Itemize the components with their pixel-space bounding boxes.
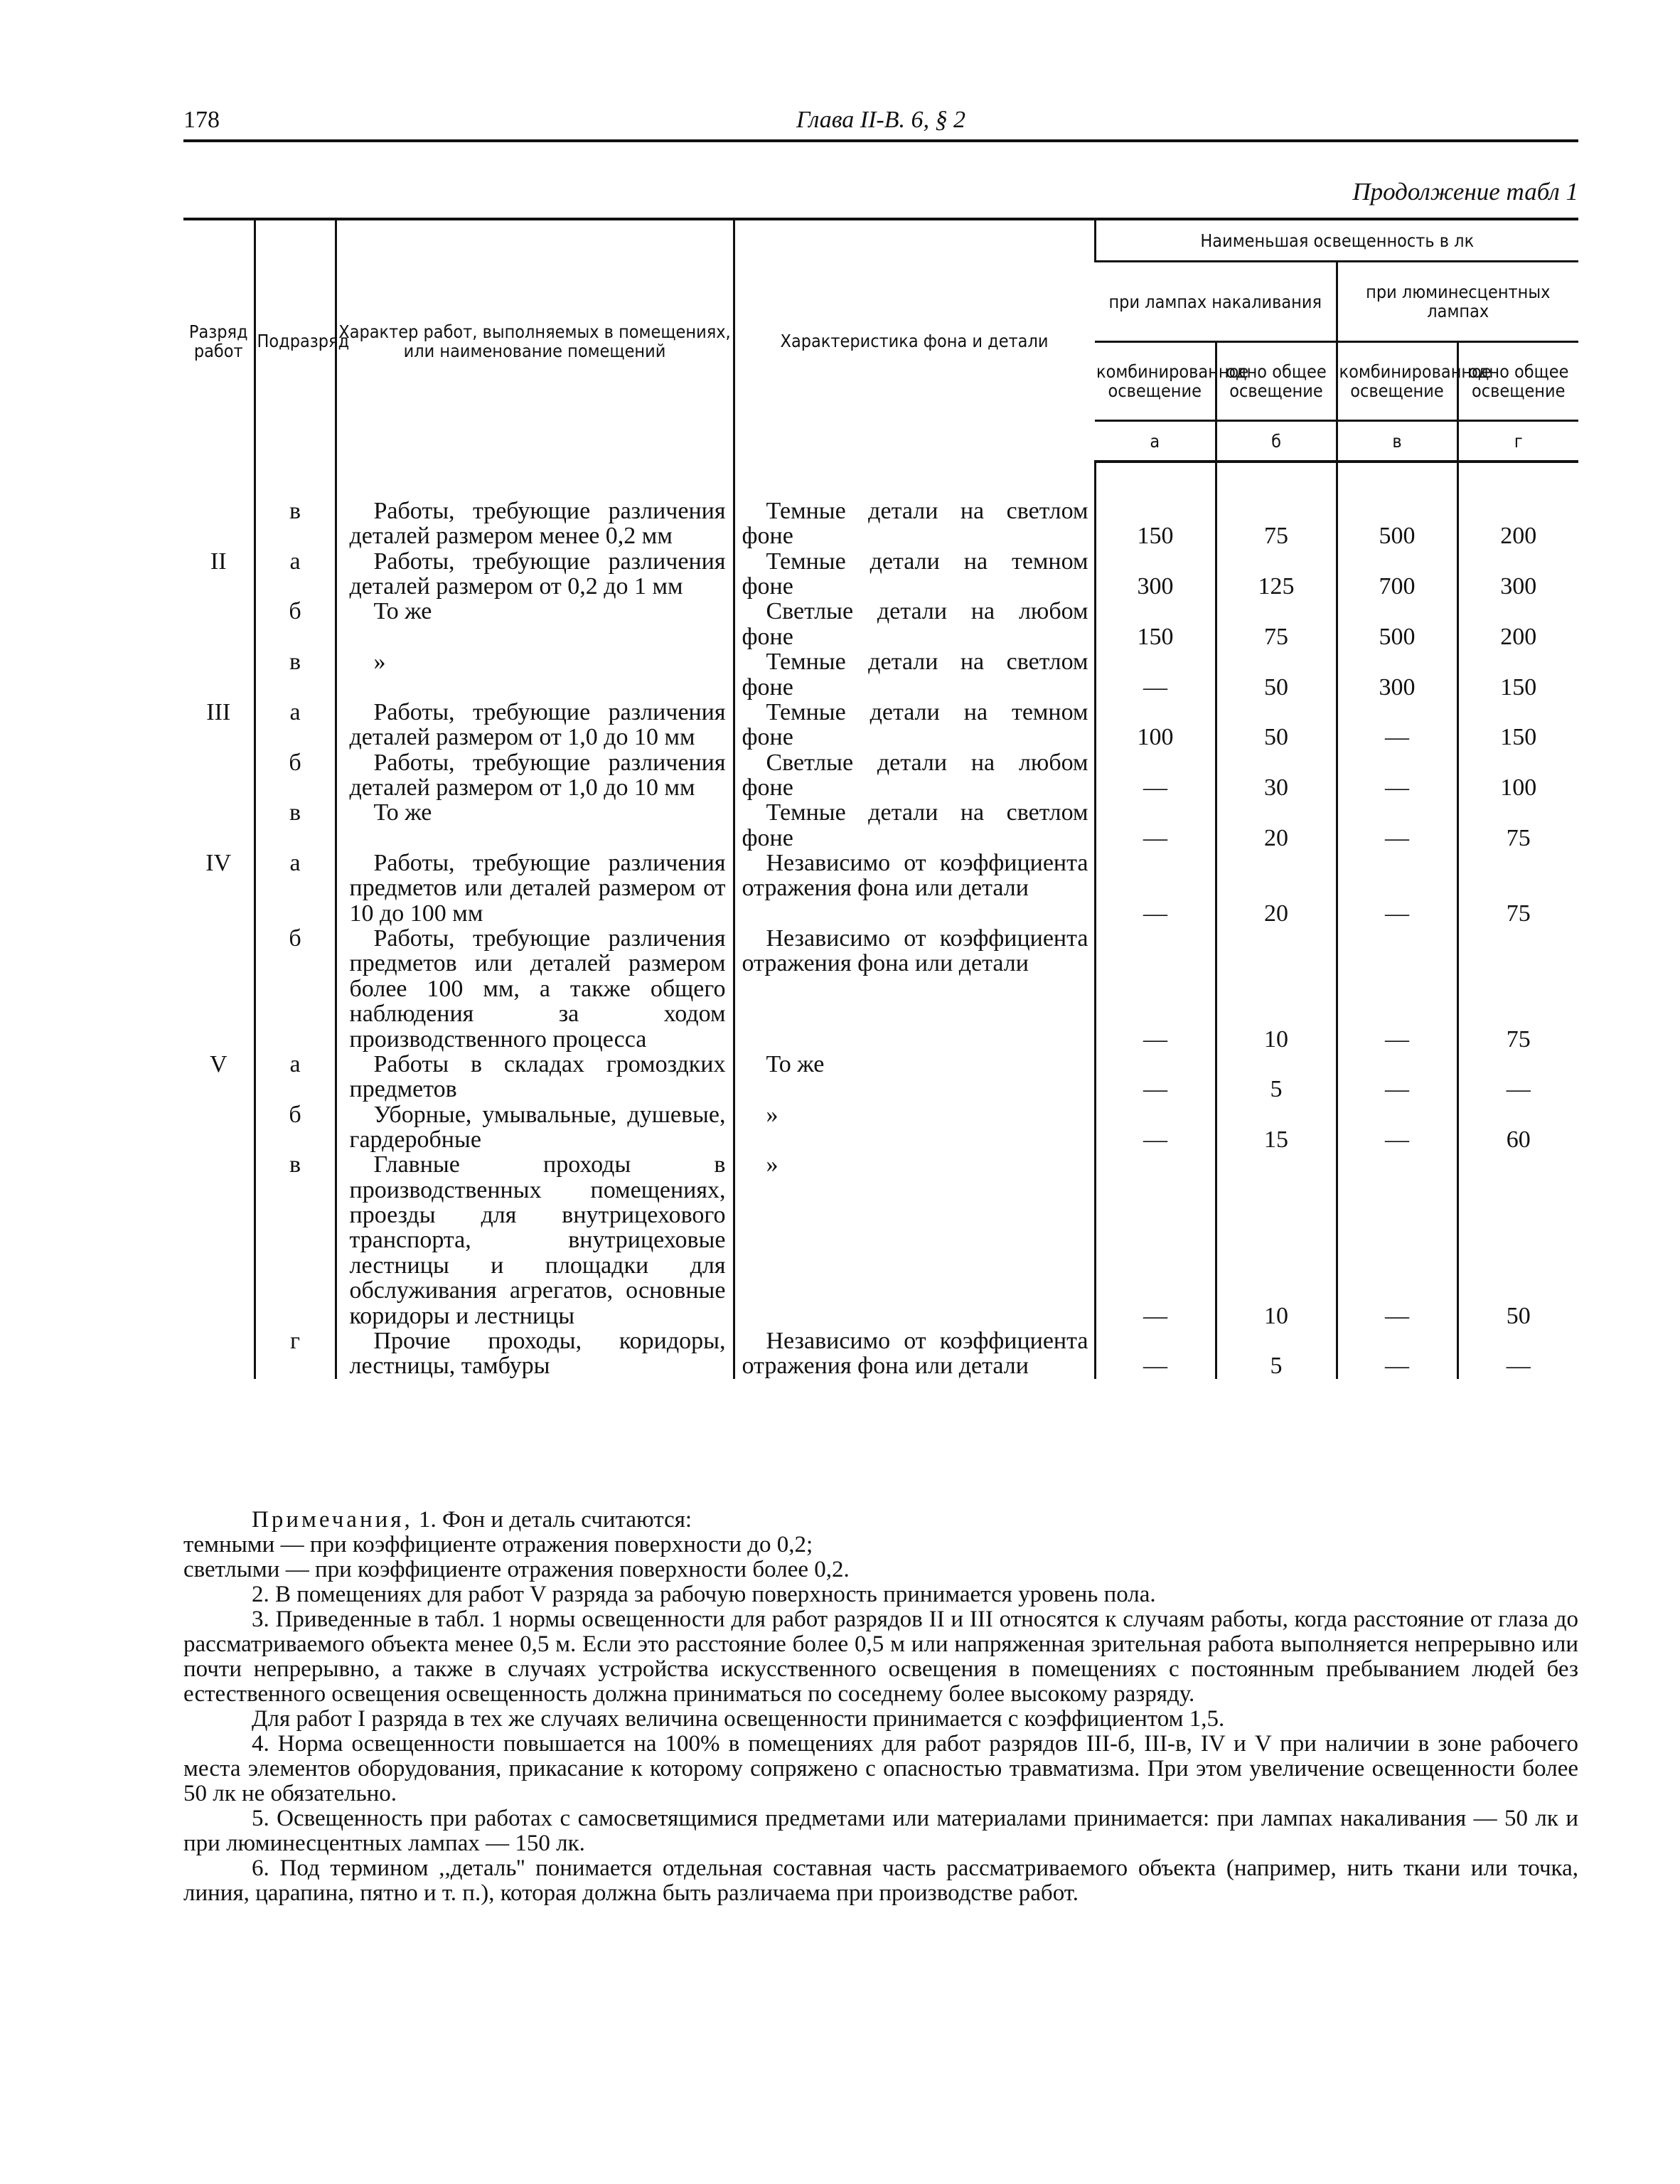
razryad-cell: [183, 750, 255, 801]
note-4: 4. Норма освещенности повышается на 100% в помещениях для работ разрядов III-б, III-в, IV и V при наличии в зоне рабочего места элементов оборудования, прикасание к которому сопряжено с опасностью травматизма. При этом увеличение освещенности более 50 лк не обязательно.: [183, 1730, 1578, 1806]
note-2: 2. В помещениях для работ V разряда за рабочую поверхность принимается уровень пола.: [252, 1581, 1156, 1607]
lux-fluorescent-combined: 500: [1337, 462, 1457, 549]
work-description: Уборные, умывальные, душевые, гардеробные: [336, 1102, 734, 1153]
background-description: Светлые детали на любом фоне: [734, 599, 1095, 649]
lux-fluorescent-general: 100: [1457, 750, 1578, 801]
podrazryad-cell: б: [255, 599, 336, 649]
podrazryad-cell: а: [255, 700, 336, 750]
illumination-norms-table: [183, 218, 1578, 1379]
podrazryad-cell: г: [255, 1328, 336, 1379]
podrazryad-cell: в: [255, 462, 336, 549]
note-5: 5. Освещенность при работах с самосветящимися предметами или материалами принимается: при лампах накаливания — 50 лк и при люминесцентных лампах — 150 лк.: [183, 1805, 1578, 1856]
header-letter-a: а: [1095, 421, 1216, 462]
podrazryad-cell: в: [255, 800, 336, 851]
lux-fluorescent-general: 60: [1457, 1102, 1578, 1153]
header-background: Характеристика фона и детали: [734, 219, 1095, 462]
table-row: [183, 549, 1578, 600]
notes-section: [183, 1508, 1578, 1906]
background-description: Темные детали на светлом фоне: [734, 800, 1095, 851]
table-row: [183, 599, 1578, 649]
table-row: [183, 750, 1578, 801]
podrazryad-cell: б: [255, 926, 336, 1052]
lux-fluorescent-combined: —: [1337, 1152, 1457, 1328]
lux-incandescent-combined: 150: [1095, 462, 1216, 549]
note-1-text: 1. Фон и деталь считаются:: [418, 1507, 692, 1533]
lux-fluorescent-general: 75: [1457, 851, 1578, 926]
header-podrazryad: Подразряд: [255, 219, 336, 462]
lux-incandescent-combined: —: [1095, 851, 1216, 926]
razryad-cell: [183, 926, 255, 1052]
background-description: Независимо от коэффициента отражения фона или детали: [734, 1328, 1095, 1379]
razryad-cell: [183, 1152, 255, 1328]
background-description: »: [734, 1152, 1095, 1328]
header-fluorescent-general: одно общее освещение: [1457, 342, 1578, 421]
lux-fluorescent-combined: —: [1337, 1102, 1457, 1153]
table-row: [183, 700, 1578, 750]
lux-incandescent-general: 50: [1216, 700, 1337, 750]
lux-fluorescent-general: 75: [1457, 800, 1578, 851]
background-description: Светлые детали на любом фоне: [734, 750, 1095, 801]
lux-fluorescent-general: 75: [1457, 926, 1578, 1052]
lux-incandescent-combined: —: [1095, 1328, 1216, 1379]
lux-fluorescent-combined: 700: [1337, 549, 1457, 600]
lux-fluorescent-general: 200: [1457, 462, 1578, 549]
header-letter-b: б: [1216, 421, 1337, 462]
work-description: Работы, требующие различения предметов или деталей размером более 100 мм, а также общего наблюдения за ходом производственного процесса: [336, 926, 734, 1052]
lux-incandescent-combined: —: [1095, 750, 1216, 801]
lux-fluorescent-general: —: [1457, 1052, 1578, 1102]
work-description: Прочие проходы, коридоры, лестницы, тамбуры: [336, 1328, 734, 1379]
lux-incandescent-general: 20: [1216, 800, 1337, 851]
lux-incandescent-general: 5: [1216, 1328, 1337, 1379]
background-description: Темные детали на темном фоне: [734, 549, 1095, 600]
razryad-cell: [183, 800, 255, 851]
podrazryad-cell: в: [255, 1152, 336, 1328]
lux-fluorescent-general: 300: [1457, 549, 1578, 600]
lux-incandescent-general: 50: [1216, 649, 1337, 700]
razryad-cell: V: [209, 1050, 228, 1077]
lux-fluorescent-combined: —: [1337, 700, 1457, 750]
table-body: [183, 462, 1578, 1379]
note-1-light: светлыми — при коэффициенте отражения поверхности более 0,2.: [183, 1556, 850, 1582]
note-1: [183, 1508, 1578, 1533]
lux-incandescent-combined: —: [1095, 1152, 1216, 1328]
note-6: 6. Под термином ,,деталь'' понимается отдельная составная часть рассматриваемого объекта (например, нить ткани или точка, линия, царапина, пятно и т. п.), которая должна быть различаема при производстве работ.: [183, 1855, 1578, 1906]
running-header: [183, 107, 1578, 142]
lux-incandescent-general: 10: [1216, 1152, 1337, 1328]
header-fluorescent: при люминесцентных лампах: [1337, 262, 1578, 342]
lux-incandescent-combined: 300: [1095, 549, 1216, 600]
podrazryad-cell: в: [255, 649, 336, 700]
header-letter-g: г: [1457, 421, 1578, 462]
podrazryad-cell: б: [255, 750, 336, 801]
header-incandescent-combined: комбинированное освещение: [1095, 342, 1216, 421]
work-description: Работы, требующие различения деталей размером менее 0,2 мм: [336, 462, 734, 549]
work-description: То же: [336, 800, 734, 851]
razryad-cell: [183, 1102, 255, 1153]
table-row: [183, 800, 1578, 851]
work-description: Работы, требующие различения деталей размером от 0,2 до 1 мм: [336, 549, 734, 600]
lux-incandescent-general: 75: [1216, 599, 1337, 649]
lux-incandescent-combined: —: [1095, 800, 1216, 851]
background-description: Темные детали на светлом фоне: [734, 462, 1095, 549]
podrazryad-cell: а: [255, 549, 336, 600]
work-description: То же: [336, 599, 734, 649]
work-description: Главные проходы в производственных помещениях, проезды для внутрицехового транспорта, внутрицеховые лестницы и площадки для обслуживания агрегатов, основные коридоры и лестницы: [336, 1152, 734, 1328]
lux-incandescent-combined: —: [1095, 1102, 1216, 1153]
lux-fluorescent-combined: —: [1337, 926, 1457, 1052]
table-continuation-caption: Продолжение табл 1: [1352, 178, 1578, 206]
razryad-cell: [183, 649, 255, 700]
header-fluorescent-combined: комбинированное освещение: [1337, 342, 1457, 421]
lux-incandescent-general: 15: [1216, 1102, 1337, 1153]
notes-label: Примечания,: [252, 1507, 413, 1533]
razryad-cell: II: [210, 548, 227, 575]
table-row: [183, 462, 1578, 549]
table-row: [183, 1328, 1578, 1379]
background-description: »: [734, 1102, 1095, 1153]
note-1-dark: темными — при коэффициенте отражения поверхности до 0,2;: [183, 1531, 813, 1557]
header-work: Характер работ, выполняемых в помещениях, или наименование помещений: [336, 219, 734, 462]
note-3-extra: Для работ I разряда в тех же случаях величина освещенности принимается с коэффициентом 1,5.: [252, 1705, 1225, 1732]
lux-fluorescent-general: 200: [1457, 599, 1578, 649]
lux-fluorescent-combined: —: [1337, 851, 1457, 926]
background-description: То же: [734, 1052, 1095, 1102]
table-row: [183, 851, 1578, 926]
lux-fluorescent-general: —: [1457, 1328, 1578, 1379]
lux-fluorescent-general: 50: [1457, 1152, 1578, 1328]
header-min-illuminance: Наименьшая освещенность в лк: [1095, 219, 1578, 262]
work-description: Работы, требующие различения деталей размером от 1,0 до 10 мм: [336, 700, 734, 750]
background-description: Темные детали на светлом фоне: [734, 649, 1095, 700]
lux-fluorescent-combined: —: [1337, 1052, 1457, 1102]
lux-incandescent-combined: 100: [1095, 700, 1216, 750]
chapter-title: Глава II-В. 6, § 2: [796, 107, 966, 133]
note-3: 3. Приведенные в табл. 1 нормы освещенности для работ разрядов II и III относятся к случаям работы, когда расстояние от глаза до рассматриваемого объекта менее 0,5 м. Если это расстояние более 0,5 м или напряженная зрительная работа выполняется непрерывно или почти непрерывно, а также в случаях устройства искусственного освещения в помещениях с постоянным пребыванием людей без естественного освещения освещенность должна приниматься по соседнему более высокому разряду.: [183, 1606, 1578, 1707]
razryad-cell: III: [206, 698, 231, 725]
razryad-cell: IV: [205, 850, 232, 877]
work-description: Работы, требующие различения предметов или деталей размером от 10 до 100 мм: [336, 851, 734, 926]
lux-fluorescent-general: 150: [1457, 649, 1578, 700]
background-description: Темные детали на темном фоне: [734, 700, 1095, 750]
work-description: Работы в складах громоздких предметов: [336, 1052, 734, 1102]
podrazryad-cell: б: [255, 1102, 336, 1153]
podrazryad-cell: а: [255, 851, 336, 926]
work-description: Работы, требующие различения деталей размером от 1,0 до 10 мм: [336, 750, 734, 801]
background-description: Независимо от коэффициента отражения фона или детали: [734, 926, 1095, 1052]
lux-incandescent-general: 125: [1216, 549, 1337, 600]
razryad-cell: [183, 599, 255, 649]
lux-fluorescent-general: 150: [1457, 700, 1578, 750]
razryad-cell: [183, 462, 255, 549]
lux-fluorescent-combined: 500: [1337, 599, 1457, 649]
lux-incandescent-combined: —: [1095, 1052, 1216, 1102]
lux-fluorescent-combined: —: [1337, 750, 1457, 801]
header-incandescent-general: одно общее освещение: [1216, 342, 1337, 421]
lux-fluorescent-combined: —: [1337, 1328, 1457, 1379]
page-number: 178: [183, 107, 220, 133]
lux-incandescent-combined: —: [1095, 649, 1216, 700]
header-letter-v: в: [1337, 421, 1457, 462]
podrazryad-cell: а: [255, 1052, 336, 1102]
table-row: [183, 1052, 1578, 1102]
lux-incandescent-combined: —: [1095, 926, 1216, 1052]
lux-incandescent-general: 30: [1216, 750, 1337, 801]
lux-incandescent-general: 75: [1216, 462, 1337, 549]
lux-fluorescent-combined: —: [1337, 800, 1457, 851]
table-row: [183, 649, 1578, 700]
table-row: [183, 926, 1578, 1052]
lux-incandescent-combined: 150: [1095, 599, 1216, 649]
lux-incandescent-general: 10: [1216, 926, 1337, 1052]
header-incandescent: при лампах накаливания: [1095, 262, 1337, 342]
table-row: [183, 1152, 1578, 1328]
background-description: Независимо от коэффициента отражения фона или детали: [734, 851, 1095, 926]
lux-incandescent-general: 5: [1216, 1052, 1337, 1102]
lux-fluorescent-combined: 300: [1337, 649, 1457, 700]
work-description: »: [336, 649, 734, 700]
lux-incandescent-general: 20: [1216, 851, 1337, 926]
razryad-cell: [183, 1328, 255, 1379]
table-row: [183, 1102, 1578, 1153]
header-razryad: Разряд работ: [183, 219, 255, 462]
